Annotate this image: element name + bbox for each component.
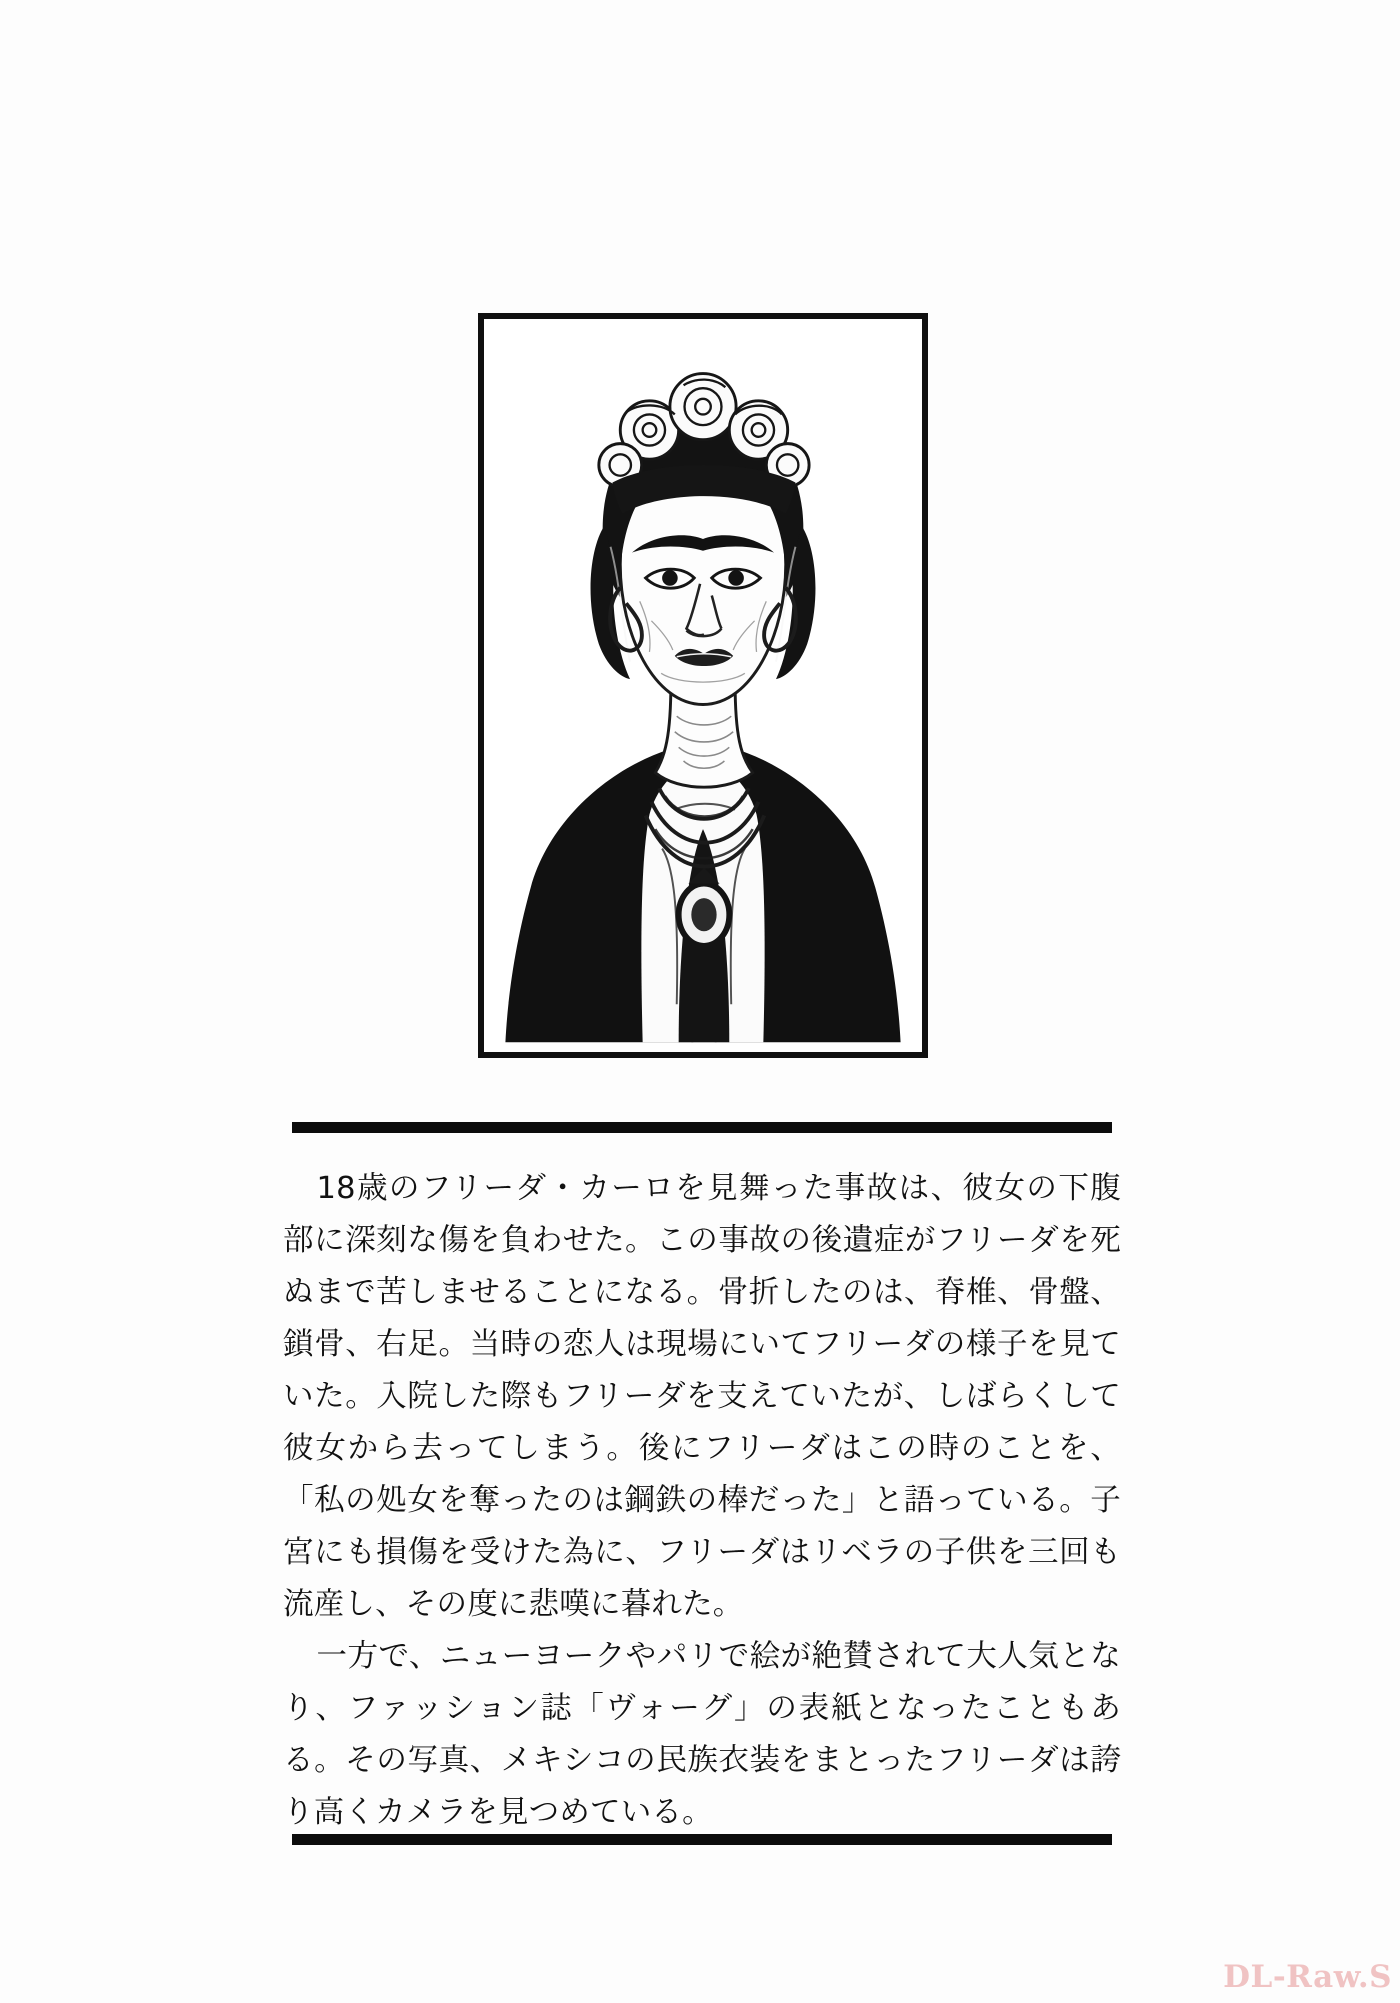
paragraph-1: 18歳のフリーダ・カーロを見舞った事故は、彼女の下腹部に深刻な傷を負わせた。この事故の後遺症がフリーダを死ぬまで苦しませることになる。骨折したのは、脊椎、骨盤、鎖骨、右足。当時の恋人は現場にいてフリーダの様子を見ていた。入院した際もフリーダを支えていたが、しばらくして彼女から去ってしまう。後にフリーダはこの時のことを、「私の処女を奪ったのは鋼鉄の棒だった」と語っている。子宮にも損傷を受けた為に、フリーダはリベラの子供を三回も流産し、その度に悲嘆に暮れた。 <box>283 1171 1121 1622</box>
watermark: DL-Raw.S <box>1223 1959 1392 1995</box>
paragraph-2: 一方で、ニューヨークやパリで絵が絶賛されて大人気となり、ファッション誌「ヴォーグ」の表紙となったこともある。その写真、メキシコの民族衣装をまとったフリーダは誇り高くカメラを見つめている。 <box>283 1639 1121 1830</box>
frida-kahlo-portrait <box>478 313 928 1058</box>
divider-top <box>292 1122 1112 1133</box>
divider-bottom <box>292 1834 1112 1845</box>
article-body <box>283 1163 1121 1839</box>
